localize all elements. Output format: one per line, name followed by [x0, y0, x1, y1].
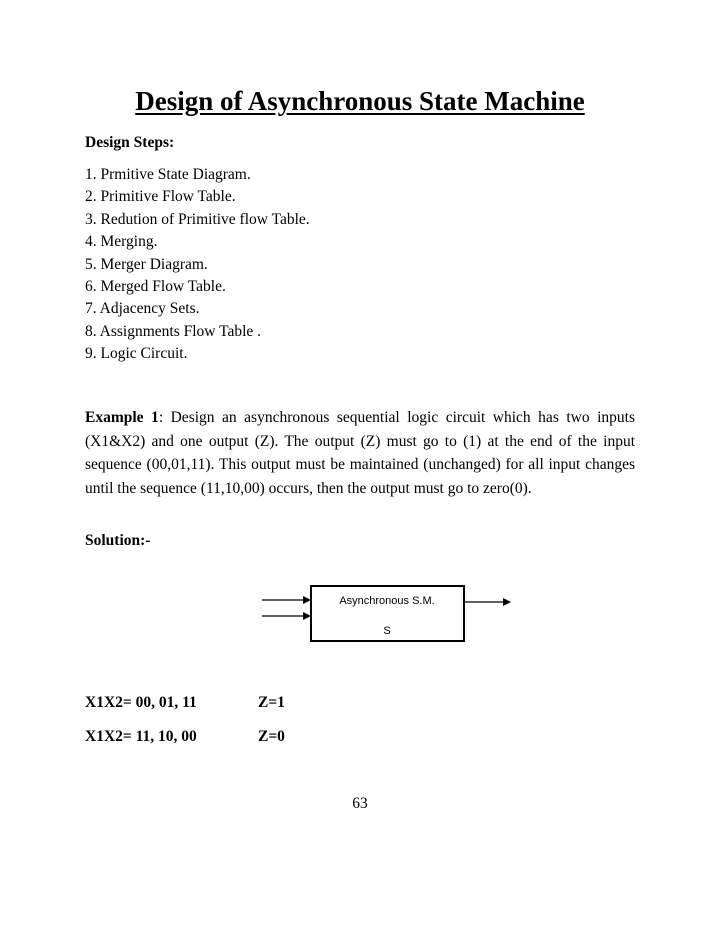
step-item: 9. Logic Circuit. — [85, 345, 188, 363]
condition-output: Z=1 — [258, 694, 285, 711]
step-item: 3. Redution of Primitive flow Table. — [85, 210, 310, 228]
step-item: 7. Adjacency Sets. — [85, 300, 200, 318]
page-number: 63 — [352, 795, 368, 812]
state-machine-title: Asynchronous S.M. — [339, 595, 435, 607]
design-steps-heading: Design Steps: — [85, 134, 175, 151]
block-diagram — [250, 578, 520, 648]
condition-output: Z=0 — [258, 728, 285, 745]
step-item: 4. Merging. — [85, 233, 158, 251]
state-machine-label: S — [383, 625, 391, 637]
example-label: Example 1 — [85, 409, 159, 426]
example-paragraph — [85, 406, 635, 500]
page-title: Design of Asynchronous State Machine — [135, 86, 585, 116]
step-item: 8. Assignments Flow Table . — [85, 322, 262, 340]
solution-label: Solution:- — [85, 532, 151, 549]
design-steps-list — [85, 164, 310, 366]
step-item: 2. Primitive Flow Table. — [85, 188, 236, 206]
example-text: : Design an asynchronous sequential logic circuit which has two inputs (X1&X2) and one output (Z). The output (Z) must go to (1) at the end of the input sequence (00,01,11). This output must be maintained (unchanged) for all input changes until the sequence (11,10,00) occurs, then the output must go to zero(0). — [85, 409, 635, 497]
step-item: 5. Merger Diagram. — [85, 255, 208, 273]
step-item: 1. Prmitive State Diagram. — [85, 166, 251, 183]
condition-inputs: X1X2= 11, 10, 00 — [85, 728, 197, 745]
step-item: 6. Merged Flow Table. — [85, 278, 226, 296]
condition-inputs: X1X2= 00, 01, 11 — [85, 694, 197, 711]
